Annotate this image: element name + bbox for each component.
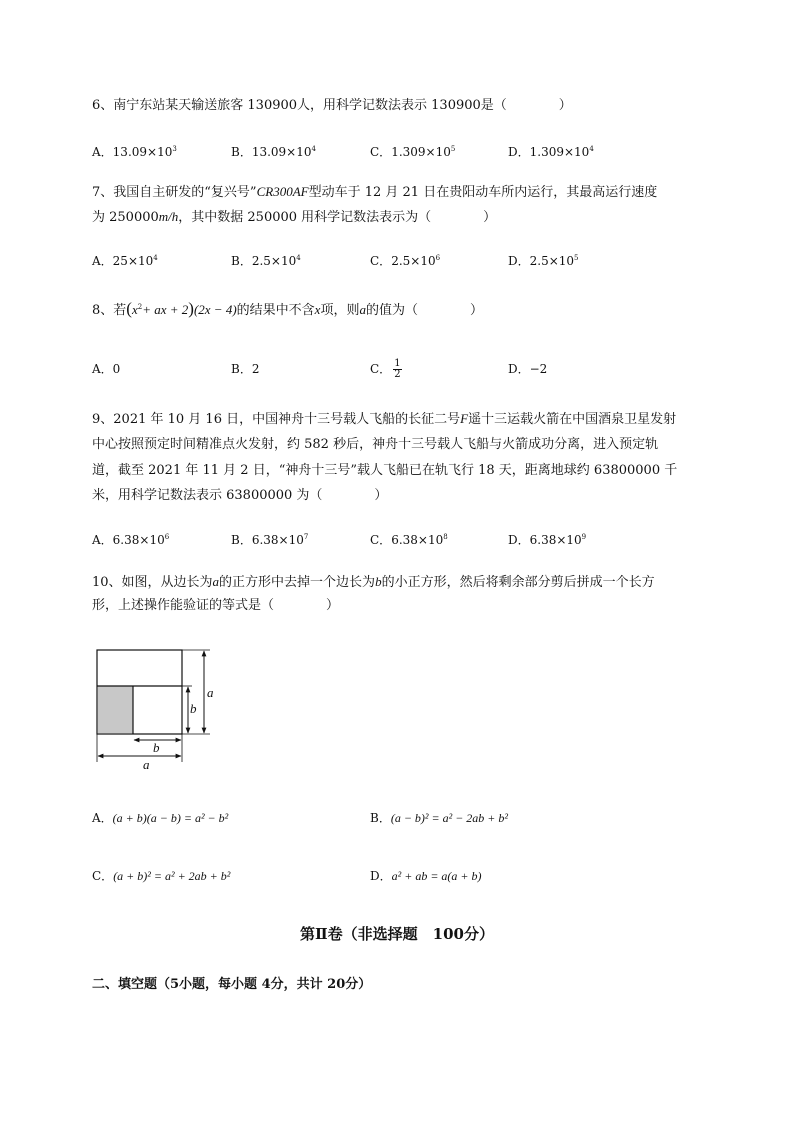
option-d[interactable]: D．$2.5\times 10^5$	[508, 254, 579, 268]
option-b[interactable]: B．$2.5\times 10^4$	[231, 254, 301, 268]
question-9-stem-line-3: 道，截至 2021 年 11 月 2 日，“神舟十三号”载人飞船已在轨飞行 18 天，距离地球约 63800000 千	[92, 463, 678, 478]
question-7-options	[92, 251, 692, 271]
option-b[interactable]: B．$6.38\times 10^7$	[231, 533, 309, 547]
option-d[interactable]: D．$6.38\times 10^9$	[508, 533, 587, 547]
label-a-right: a	[207, 685, 214, 700]
question-8-stem: 8、若($x^2+$ ax + 2)(2x − 4)的结果中不含x项，则a的值为（ ）	[92, 299, 483, 318]
question-10-stem-line-2: 形，上述操作能验证的等式是（ ）	[92, 598, 340, 613]
option-c[interactable]: C．(a + b)² = a² + 2ab + b²	[92, 869, 231, 883]
option-a[interactable]: A．(a + b)(a − b) = a² − b²	[92, 811, 229, 825]
label-a-bottom: a	[143, 757, 150, 772]
question-7-stem-line-2: 为 250000m/h，其中数据 250000 用科学记数法表示为（ ）	[92, 209, 497, 225]
option-c[interactable]: C．$6.38\times 10^8$	[370, 533, 448, 547]
part-title: 二、填空题（5小题，每小题 4分，共计 20分）	[92, 977, 372, 992]
question-6-options	[92, 142, 692, 162]
option-c[interactable]: C． $\frac{1}{2}$	[370, 358, 401, 380]
question-7-stem-line-1: 7、我国自主研发的“复兴号”CR300AF型动车于 12 月 21 日在贵阳动车所内运行，其最高运行速度	[92, 184, 658, 200]
fraction: $\frac{1}{2}$	[394, 358, 401, 380]
option-c[interactable]: C．$2.5\times 10^6$	[370, 254, 441, 268]
question-9-options	[92, 530, 692, 550]
option-a[interactable]: A．$6.38\times 10^6$	[92, 533, 170, 547]
expr-x: x	[131, 302, 138, 317]
option-a[interactable]: A．0	[92, 362, 121, 376]
question-9-stem-line-1: 9、2021 年 10 月 16 日，中国神舟十三号载人飞船的长征二号F遥十三运载火箭在中国酒泉卫星发射	[92, 411, 677, 427]
option-a[interactable]: A．$13.09\times 10^3$	[92, 145, 177, 159]
option-d[interactable]: D．−2	[508, 362, 548, 376]
question-9-stem-line-4: 米，用科学记数法表示 63800000 为（ ）	[92, 488, 388, 503]
option-c[interactable]: C．$1.309\times 10^5$	[370, 145, 456, 159]
label-b-bottom: b	[153, 740, 160, 755]
question-6-stem: 6、南宁东站某天输送旅客 130900人，用科学记数法表示 130900是（ ）	[92, 98, 572, 113]
option-b[interactable]: B．(a − b)² = a² − 2ab + b²	[370, 811, 509, 825]
section-title: 第Ⅱ卷（非选择题 100分）	[300, 925, 494, 943]
label-b-right: b	[190, 701, 197, 716]
option-d[interactable]: D．$1.309\times 10^4$	[508, 145, 594, 159]
square-figure	[88, 640, 228, 775]
option-a[interactable]: A．$25\times 10^4$	[92, 254, 158, 268]
question-9-stem-line-2: 中心按照预定时间精准点火发射，约 582 秒后，神舟十三号载人飞船与火箭成功分离，进入预定轨	[92, 437, 659, 452]
option-b[interactable]: B．2	[231, 362, 260, 376]
option-b[interactable]: B．$13.09\times 10^4$	[231, 145, 316, 159]
option-d[interactable]: D．a² + ab = a(a + b)	[370, 869, 482, 883]
shaded-square	[97, 686, 133, 734]
question-10-stem-line-1: 10、如图，从边长为a的正方形中去掉一个边长为b的小正方形，然后将剩余部分剪后拼成一个长方	[92, 574, 655, 590]
question-8-options	[92, 359, 692, 379]
